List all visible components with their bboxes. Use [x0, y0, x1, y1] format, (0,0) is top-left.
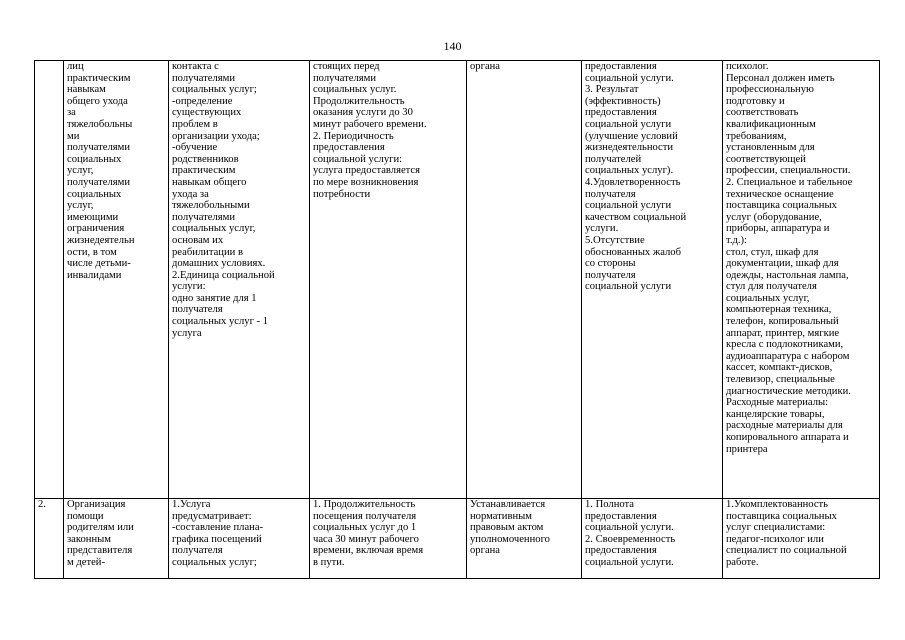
page-number: 140: [443, 39, 462, 53]
cell-conditions: психолог. Персонал должен иметь профессиональную подготовку и соответствовать квалификационным требованиям, установленным для соответствующей профессии, специальности. 2. Специальное и табельное техническое оснащение поставщика социальных услуг (оборудование, приборы, аппаратура и т.д.): стол, стул, шкаф для документации, шкаф для одежды, настольная лампа, стул для получателя социальных услуг, компьютерная техника, телефон, копировальный аппарат, принтер, мягкие кресла с подлокотниками, аудиоаппаратура с набором кассет, компакт-дисков, телевизор, специальные диагностические методики. Расходные материалы: канцелярские товары, расходные материалы для копировального аппарата и принтера: [723, 61, 880, 499]
services-table-continued: [34, 60, 880, 499]
services-table-row-2: [34, 498, 880, 579]
cell-conditions: 1.Укомплектованность поставщика социальных услуг специалистами: педагог-психолог или специалист по социальной работе.: [723, 499, 880, 579]
cell-quality-indicators: 1. Полнота предоставления социальной услуги. 2. Своевременность предоставления социальной услуги.: [582, 499, 723, 579]
cell-service-description: контакта с получателями социальных услуг; -определение существующих проблем в организации ухода; -обучение родственников практическим навыкам общего ухода за тяжелобольными получателями социальных услуг, основам их реабилитации в домашних условиях. 2.Единица социальной услуги: одно занятие для 1 получателя социальных услуг - 1 услуга: [169, 61, 310, 499]
cell-quality-indicators: предоставления социальной услуги. 3. Результат (эффективность) предоставления социальной услуги (улучшение условий жизнедеятельности получателей социальных услуг). 4.Удовлетворенность получателя социальной услуги качеством социальной услуги. 5.Отсутствие обоснованных жалоб со стороны получателя социальной услуги: [582, 61, 723, 499]
cell-number: [35, 61, 64, 499]
table-row: [35, 499, 880, 579]
cell-service-terms: стоящих перед получателями социальных услуг. Продолжительность оказания услуги до 30 минут рабочего времени. 2. Периодичность предоставления социальной услуги: услуга предоставляется по мере возникновения потребности: [310, 61, 467, 499]
cell-tariff: органа: [467, 61, 582, 499]
cell-service-name: лиц практическим навыкам общего ухода за тяжелобольны ми получателями социальных услуг, получателями социальных услуг, имеющими ограничения жизнедеятельн ости, в том числе детьми- инвалидами: [64, 61, 169, 499]
cell-number: 2.: [35, 499, 64, 579]
cell-service-terms: 1. Продолжительность посещения получателя социальных услуг до 1 часа 30 минут рабочего времени, включая время в пути.: [310, 499, 467, 579]
table-row: [35, 61, 880, 499]
cell-tariff: Устанавливается нормативным правовым актом уполномоченного органа: [467, 499, 582, 579]
cell-service-name: Организация помощи родителям или законным представителя м детей-: [64, 499, 169, 579]
cell-service-description: 1.Услуга предусматривает: -составление плана- графика посещений получателя социальных услуг;: [169, 499, 310, 579]
